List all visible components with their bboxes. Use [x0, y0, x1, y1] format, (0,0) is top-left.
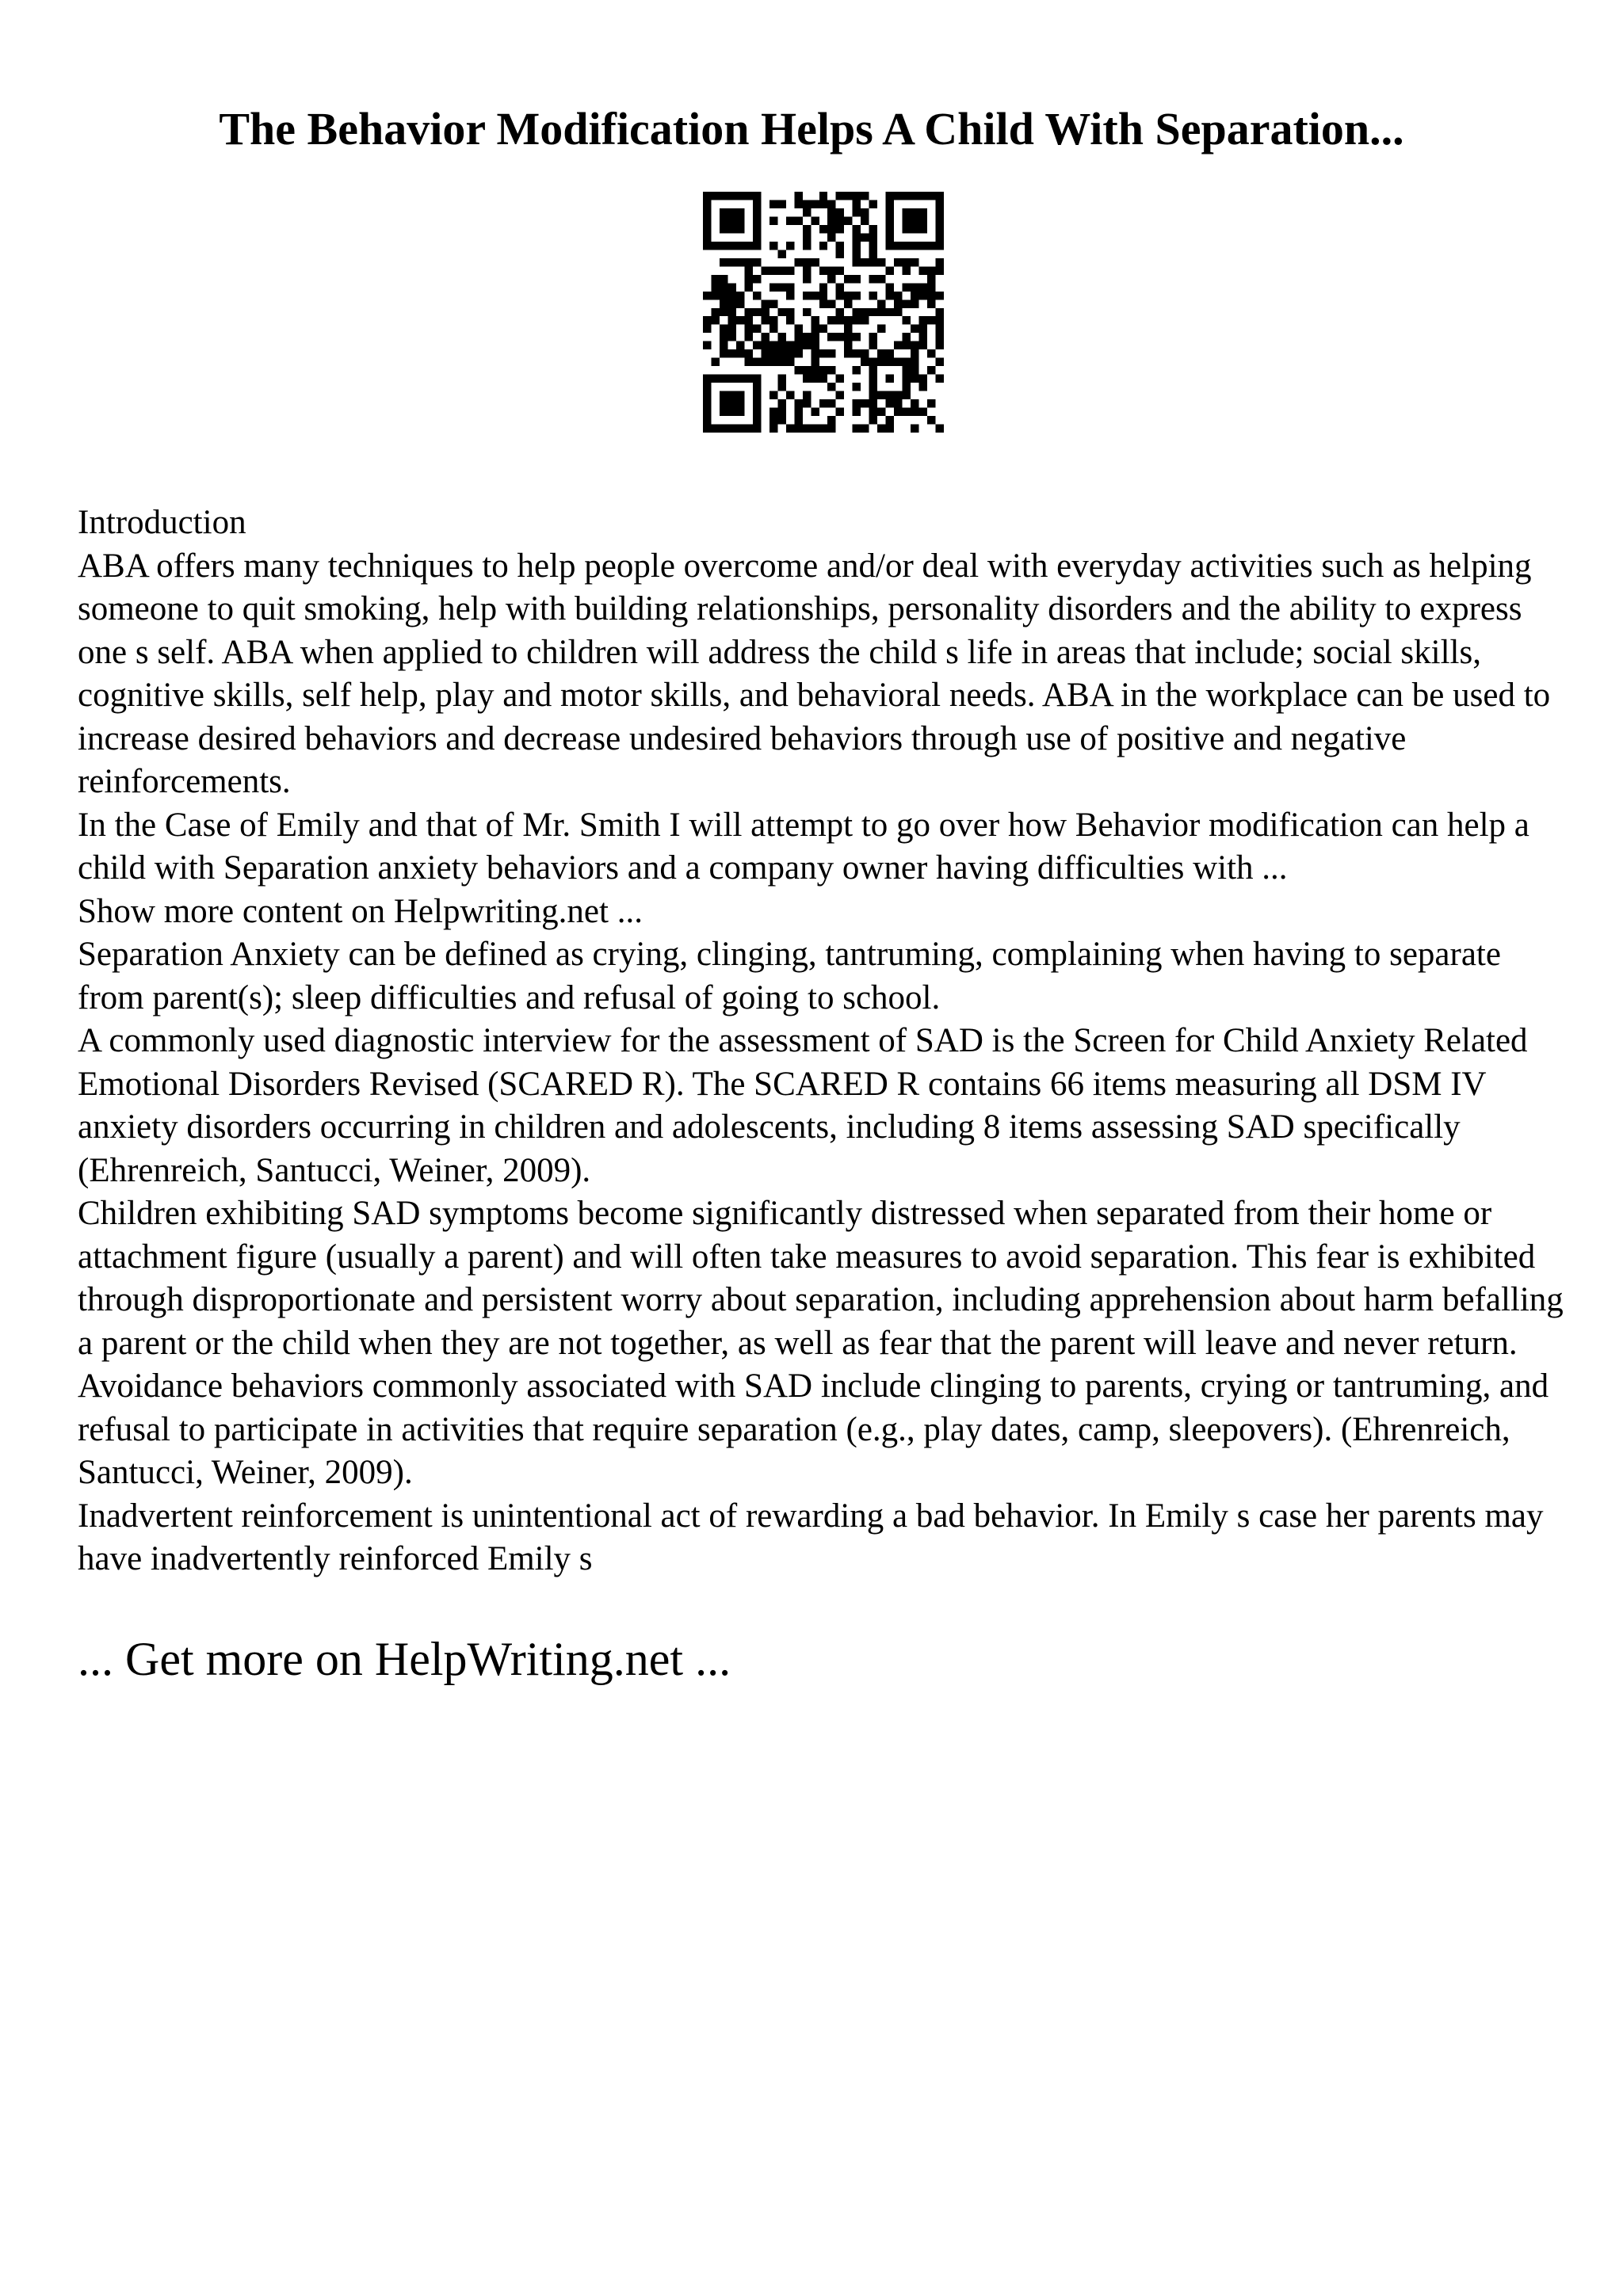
page-title: The Behavior Modification Helps A Child With Separation...	[219, 103, 1404, 154]
paragraph: Children exhibiting SAD symptoms become significantly distressed when separated from their home or attachment figure (usually a parent) and will often take measures to avoid separation. This fear is exhibited through disproportionate and persistent worry about separation, including apprehension about harm befalling a parent or the child when they are not together, as well as fear that the parent will leave and never return. Avoidance behaviors commonly associated with SAD include clinging to parents, crying or tantruming, and refusal to participate in activities that require separation (e.g., play dates, camp, sleepovers). (Ehrenreich, Santucci, Weiner, 2009).	[78, 1195, 1564, 1491]
qr-code-graphic	[703, 192, 944, 433]
paragraph: ABA offers many techniques to help people overcome and/or deal with everyday activities such as helping someone to quit smoking, help with building relationships, personality disorders and the ability to express one s self. ABA when applied to children will address the child s life in areas that include; social skills, cognitive skills, self help, play and motor skills, and behavioral needs. ABA in the workplace can be used to increase desired behaviors and decrease undesired behaviors through use of positive and negative reinforcements.	[78, 547, 1551, 800]
paragraph: A commonly used diagnostic interview for the assessment of SAD is the Screen for Child Anxiety Related Emotional Disorders Revised (SCARED R). The SCARED R contains 66 items measuring all DSM IV anxiety disorders occurring in children and adolescents, including 8 items assessing SAD specifically (Ehrenreich, Santucci, Weiner, 2009).	[78, 1022, 1528, 1189]
show-more-link[interactable]: Show more content on Helpwriting.net ...	[78, 892, 643, 930]
get-more-link[interactable]: ... Get more on HelpWriting.net ...	[78, 1633, 731, 1685]
qr-code-icon	[703, 192, 944, 433]
paragraph: Inadvertent reinforcement is unintentional act of rewarding a bad behavior. In Emily s case her parents may have inadvertently reinforced Emily s	[78, 1497, 1544, 1577]
section-heading: Introduction	[78, 504, 246, 541]
paragraph: In the Case of Emily and that of Mr. Smith I will attempt to go over how Behavior modification can help a child with Separation anxiety behaviors and a company owner having difficulties with ...	[78, 806, 1529, 887]
paragraph: Separation Anxiety can be defined as crying, clinging, tantruming, complaining when having to separate from parent(s); sleep difficulties and refusal of going to school.	[78, 936, 1501, 1016]
article-body	[78, 502, 1568, 1581]
